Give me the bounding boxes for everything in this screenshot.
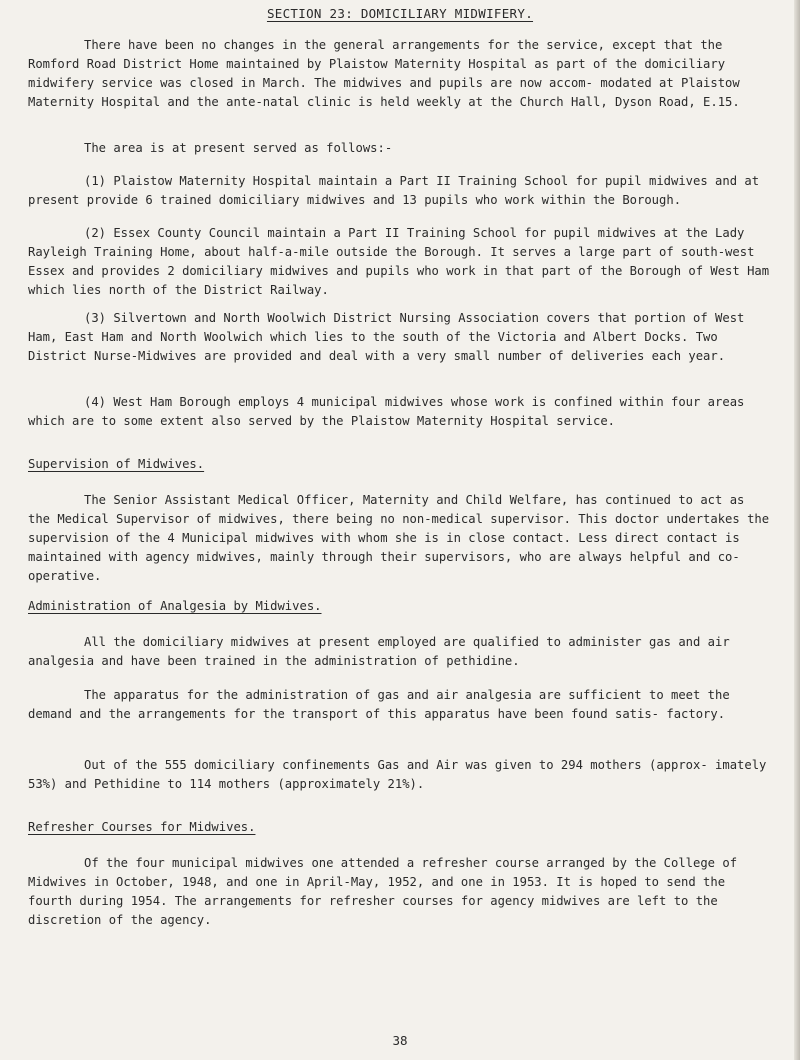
list-item-1: (1) Plaistow Maternity Hospital maintain a Part II Training School for pupil midwives and at present provide 6 trained domiciliary midwives and 13 pupils who work within the Borough.: [28, 174, 760, 207]
analgesia-paragraph-1: All the domiciliary midwives at present employed are qualified to administer gas and air analgesia and have been trained in the administration of pethidine.: [28, 635, 730, 668]
page-number: 38: [392, 1033, 408, 1048]
supervision-heading: Supervision of Midwives.: [28, 457, 205, 471]
list-item-4: (4) West Ham Borough employs 4 municipal midwives whose work is confined within four areas which are to some extent also served by the Plaistow Maternity Hospital service.: [28, 395, 745, 428]
intro-paragraph: There have been no changes in the general arrangements for the service, except that the Romford Road District Home maintained by Plaistow Maternity Hospital as part of the domiciliary midwifery service was closed in March. The midwives and pupils are now accom- modated at Plaistow Maternity Hospital and the ante-natal clinic is held weekly at the Church Hall, Dyson Road, E.15.: [28, 38, 740, 109]
served-intro: The area is at present served as follows:-: [84, 141, 393, 155]
refresher-heading: Refresher Courses for Midwives.: [28, 820, 256, 834]
analgesia-paragraph-2: The apparatus for the administration of gas and air analgesia are sufficient to meet the demand and the arrangements for the transport of this apparatus have been found satis- factory.: [28, 688, 730, 721]
list-item-2: (2) Essex County Council maintain a Part II Training School for pupil midwives at the Lady Rayleigh Training Home, about half-a-mile outside the Borough. It serves a large part of south-west Essex and provides 2 domiciliary midwives and pupils who work in that part of the Borough of West Ham which lies north of the District Railway.: [28, 226, 770, 297]
analgesia-heading: Administration of Analgesia by Midwives.: [28, 599, 322, 613]
section-title: [0, 6, 800, 21]
supervision-paragraph: The Senior Assistant Medical Officer, Maternity and Child Welfare, has continued to act as the Medical Supervisor of midwives, there being no non-medical supervisor. This doctor undertakes the supervision of the 4 Municipal midwives with whom she is in close contact. Less direct contact is maintained with agency midwives, mainly through their supervisors, who are always helpful and co-operative.: [28, 493, 770, 583]
analgesia-paragraph-3: Out of the 555 domiciliary confinements Gas and Air was given to 294 mothers (approx- imately 53%) and Pethidine to 114 mothers (approximately 21%).: [28, 758, 767, 791]
refresher-paragraph: Of the four municipal midwives one attended a refresher course arranged by the College of Midwives in October, 1948, and one in April-May, 1952, and one in 1953. It is hoped to send the fourth during 1954. The arrangements for refresher courses for agency midwives are left to the discretion of the agency.: [28, 856, 738, 927]
list-item-3: (3) Silvertown and North Woolwich District Nursing Association covers that portion of West Ham, East Ham and North Woolwich which lies to the south of the Victoria and Albert Docks. Two District Nurse-Midwives are provided and deal with a very small number of deliveries each year.: [28, 311, 745, 363]
page-edge-shadow: [794, 0, 800, 1060]
section-title-text: SECTION 23: DOMICILIARY MIDWIFERY.: [266, 6, 534, 21]
